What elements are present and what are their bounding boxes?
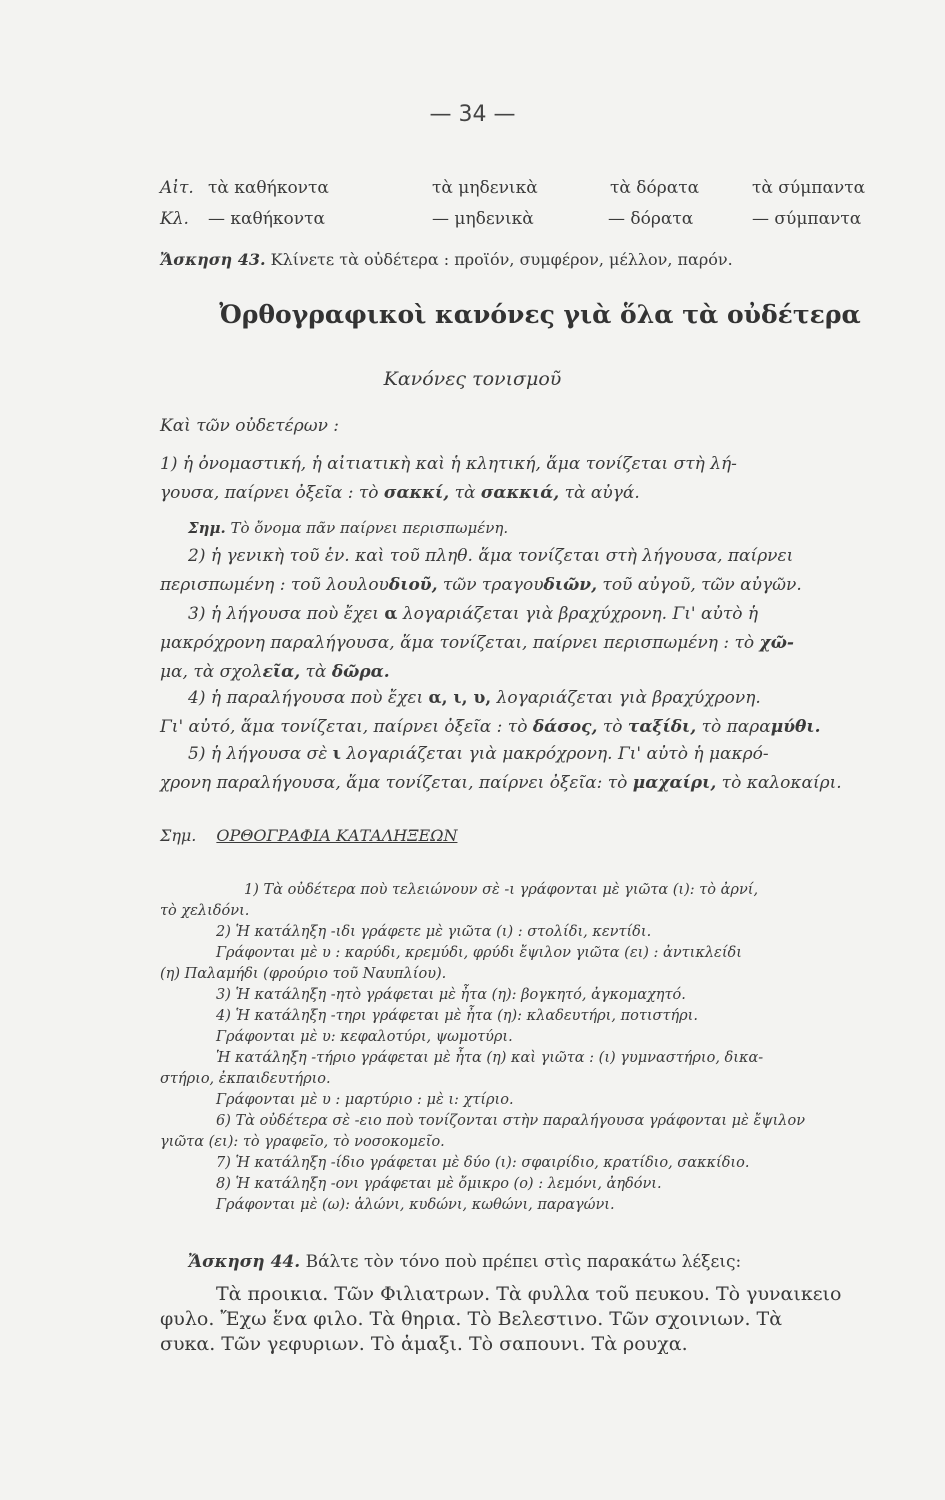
- table-cell: — καθήκοντα: [208, 209, 326, 229]
- example-word: εῖα,: [262, 662, 301, 682]
- rule-3-line: [160, 629, 925, 658]
- example-word: δῶρα.: [331, 662, 390, 682]
- example-word: διῶν,: [543, 575, 598, 595]
- example-word: μύθι.: [770, 717, 821, 737]
- rule-5-line: [160, 769, 925, 798]
- example-word: ταξίδι,: [627, 717, 697, 737]
- note-line: 1) Τὰ οὐδέτερα ποὺ τελειώνουν σὲ -ι γράφονται μὲ γιῶτα (ι): τὸ ἀρνί,: [244, 882, 759, 898]
- table-cell: τὰ δόρατα: [610, 178, 700, 198]
- example-word: σακκί,: [383, 483, 450, 503]
- note-title: ΟΡΘΟΓΡΑΦΙΑ ΚΑΤΑΛΗΞΕΩΝ: [216, 826, 458, 845]
- note-line: Γράφονται μὲ (ω): ἁλώνι, κυδώνι, κωθώνι, παραγώνι.: [216, 1197, 615, 1213]
- text: λογαριάζεται γιὰ βραχύχρονη. Γι' αὐτὸ ἡ: [402, 604, 759, 624]
- note-line: 2) Ἡ κατάληξη -ιδι γράφετε μὲ γιῶτα (ι) : στολίδι, κεντίδι.: [216, 924, 652, 940]
- table-case-label: Κλ.: [160, 209, 189, 229]
- note-line: 3) Ἡ κατάληξη -ητὸ γράφεται μὲ ἦτα (η): βογκητό, ἀγκομαχητό.: [216, 987, 686, 1003]
- rule-3: [160, 600, 925, 687]
- text: μακρόχρονη παραλήγουσα, ἅμα τονίζεται, παίρνει περισπωμένη : τὸ: [160, 633, 755, 653]
- rule-5: [160, 740, 925, 798]
- table-case-label: Αἰτ.: [160, 178, 194, 198]
- exercise-44: [188, 1252, 741, 1272]
- example-word: μα,: [160, 662, 188, 682]
- note-line: Γράφονται μὲ υ: κεφαλοτύρι, ψωμοτύρι.: [216, 1029, 513, 1045]
- note-line: (η) Παλαμήδι (φρούριο τοῦ Ναυπλίου).: [160, 966, 447, 982]
- text: 4) ἡ παραλήγουσα ποὺ ἔχει: [188, 688, 424, 708]
- page-number: — 34 —: [429, 102, 516, 127]
- note-label: Σημ.: [160, 826, 197, 845]
- rule-2: [160, 542, 925, 600]
- note-line: Ἡ κατάληξη -τήριο γράφεται μὲ ἦτα (η) καὶ γιῶτα : (ι) γυμναστήριο, δικα-: [216, 1050, 764, 1066]
- rule-2-line: [160, 571, 925, 600]
- letter: α: [384, 604, 398, 624]
- table-cell: — μηδενικὰ: [432, 209, 534, 229]
- text: τὰ: [305, 662, 327, 682]
- exercise-43-label: Ἄσκηση 43.: [160, 250, 266, 269]
- note-line: Γράφονται μὲ υ : καρύδι, κρεμύδι, φρύδι ἔψιλον γιῶτα (ει) : ἀντικλείδι: [216, 945, 742, 961]
- rule-3-line: [160, 658, 925, 687]
- note-line: Γράφονται μὲ υ : μαρτύριο : μὲ ι: χτίριο.: [216, 1092, 514, 1108]
- note-line: 7) Ἡ κατάληξη -ίδιο γράφεται μὲ δύο (ι): σφαιρίδιο, κρατίδιο, σακκίδιο.: [216, 1155, 750, 1171]
- text: περισπωμένη : τοῦ λουλου: [160, 575, 389, 595]
- table-cell: τὰ μηδενικὰ: [432, 178, 538, 198]
- orthography-rules: [160, 880, 925, 1216]
- note-text: Τὸ ὄνομα πᾶν παίρνει περισπωμένη.: [230, 519, 509, 537]
- text: τὰ: [454, 483, 476, 503]
- note-line: τὸ χελιδόνι.: [160, 903, 250, 919]
- note-line: 6) Τὰ οὐδέτερα σὲ -ειο ποὺ τονίζονται στὴν παραλήγουσα γράφονται μὲ ἔψιλον: [216, 1113, 806, 1129]
- exercise-44-text: Βάλτε τὸν τόνο ποὺ πρέπει στὶς παρακάτω λέξεις:: [305, 1252, 742, 1272]
- text: τὸ καλοκαίρι.: [721, 773, 842, 793]
- exercise-43-text: Κλίνετε τὰ οὐδέτερα : προϊόν, συμφέρον, μέλλον, παρόν.: [270, 250, 733, 269]
- example-word: σακκιά,: [480, 483, 560, 503]
- exercise-44-label: Ἄσκηση 44.: [188, 1252, 301, 1272]
- exercise-line: φυλο. Ἔχω ἕνα φιλο. Τὰ θηρια. Τὸ Βελεστινο. Τῶν σχοινιων. Τὰ: [160, 1308, 783, 1330]
- text: γουσα, παίρνει ὀξεῖα : τὸ: [160, 483, 379, 503]
- table-cell: — σύμπαντα: [752, 209, 862, 229]
- rule-5-line: [160, 740, 925, 769]
- rule-3-line: [160, 600, 925, 629]
- rule-4: [160, 684, 925, 742]
- table-cell: τὰ σύμπαντα: [752, 178, 866, 198]
- text: τοῦ αὐγοῦ, τῶν αὐγῶν.: [602, 575, 802, 595]
- text: 3) ἡ λήγουσα ποὺ ἔχει: [188, 604, 379, 624]
- orthography-note-heading: [160, 826, 457, 845]
- example-word: χῶ-: [759, 633, 794, 653]
- text: Γι' αὐτό, ἅμα τονίζεται, παίρνει ὀξεῖα : τὸ: [160, 717, 528, 737]
- exercise-43: [160, 250, 733, 269]
- note-line: γιῶτα (ει): τὸ γραφεῖο, τὸ νοσοκομεῖο.: [160, 1134, 445, 1150]
- rule-1: [160, 450, 925, 508]
- intro: Καὶ τῶν οὐδετέρων :: [160, 416, 340, 436]
- note-label: Σημ.: [188, 519, 226, 537]
- text: τῶν τραγου: [442, 575, 544, 595]
- letters: α, ι, υ,: [428, 688, 492, 708]
- rule-4-line: [160, 684, 925, 713]
- note-line: 4) Ἡ κατάληξη -τηρι γράφεται μὲ ἦτα (η): κλαδευτήρι, ποτιστήρι.: [216, 1008, 698, 1024]
- rule-1-line: [160, 479, 925, 508]
- subheading: Κανόνες τονισμοῦ: [383, 368, 562, 390]
- text: λογαριάζεται γιὰ βραχύχρονη.: [496, 688, 761, 708]
- example-word: δάσος,: [532, 717, 598, 737]
- text: τὸ: [602, 717, 623, 737]
- example-word: μαχαίρι,: [632, 773, 717, 793]
- note-line: 8) Ἡ κατάληξη -ονι γράφεται μὲ ὄμικρο (ο) : λεμόνι, ἀηδόνι.: [216, 1176, 662, 1192]
- exercise-line: Τὰ προικια. Τῶν Φιλιατρων. Τὰ φυλλα τοῦ πευκου. Τὸ γυναικειο: [216, 1283, 842, 1305]
- note-line: στήριο, ἐκπαιδευτήριο.: [160, 1071, 331, 1087]
- rule-1-line: 1) ἡ ὀνομαστική, ἡ αἰτιατικὴ καὶ ἡ κλητική, ἅμα τονίζεται στὴ λή-: [160, 454, 737, 474]
- note-pan: [188, 518, 888, 539]
- text: 5) ἡ λήγουσα σὲ: [188, 744, 328, 764]
- section-heading: Ὀρθογραφικοὶ κανόνες γιὰ ὅλα τὰ οὐδέτερα: [219, 300, 861, 329]
- text: τὰ αὐγά.: [564, 483, 640, 503]
- table-cell: — δόρατα: [608, 209, 694, 229]
- rule-2-line: 2) ἡ γενικὴ τοῦ ἑν. καὶ τοῦ πληθ. ἅμα τονίζεται στὴ λήγουσα, παίρνει: [188, 546, 794, 566]
- exercise-line: συκα. Τῶν γεφυριων. Τὸ ἁμαξι. Τὸ σαπουνι. Τὰ ρουχα.: [160, 1333, 688, 1355]
- text: τὸ παρα: [701, 717, 771, 737]
- text: λογαριάζεται γιὰ μακρόχρονη. Γι' αὐτὸ ἡ μακρό-: [346, 744, 769, 764]
- text: χρονη παραλήγουσα, ἅμα τονίζεται, παίρνει ὀξεῖα: τὸ: [160, 773, 628, 793]
- example-word: διοῦ,: [388, 575, 438, 595]
- exercise-44-words: [160, 1282, 925, 1357]
- letter: ι: [332, 744, 341, 764]
- table-cell: τὰ καθήκοντα: [208, 178, 329, 198]
- text: τὰ σχολ: [193, 662, 263, 682]
- rule-4-line: [160, 713, 925, 742]
